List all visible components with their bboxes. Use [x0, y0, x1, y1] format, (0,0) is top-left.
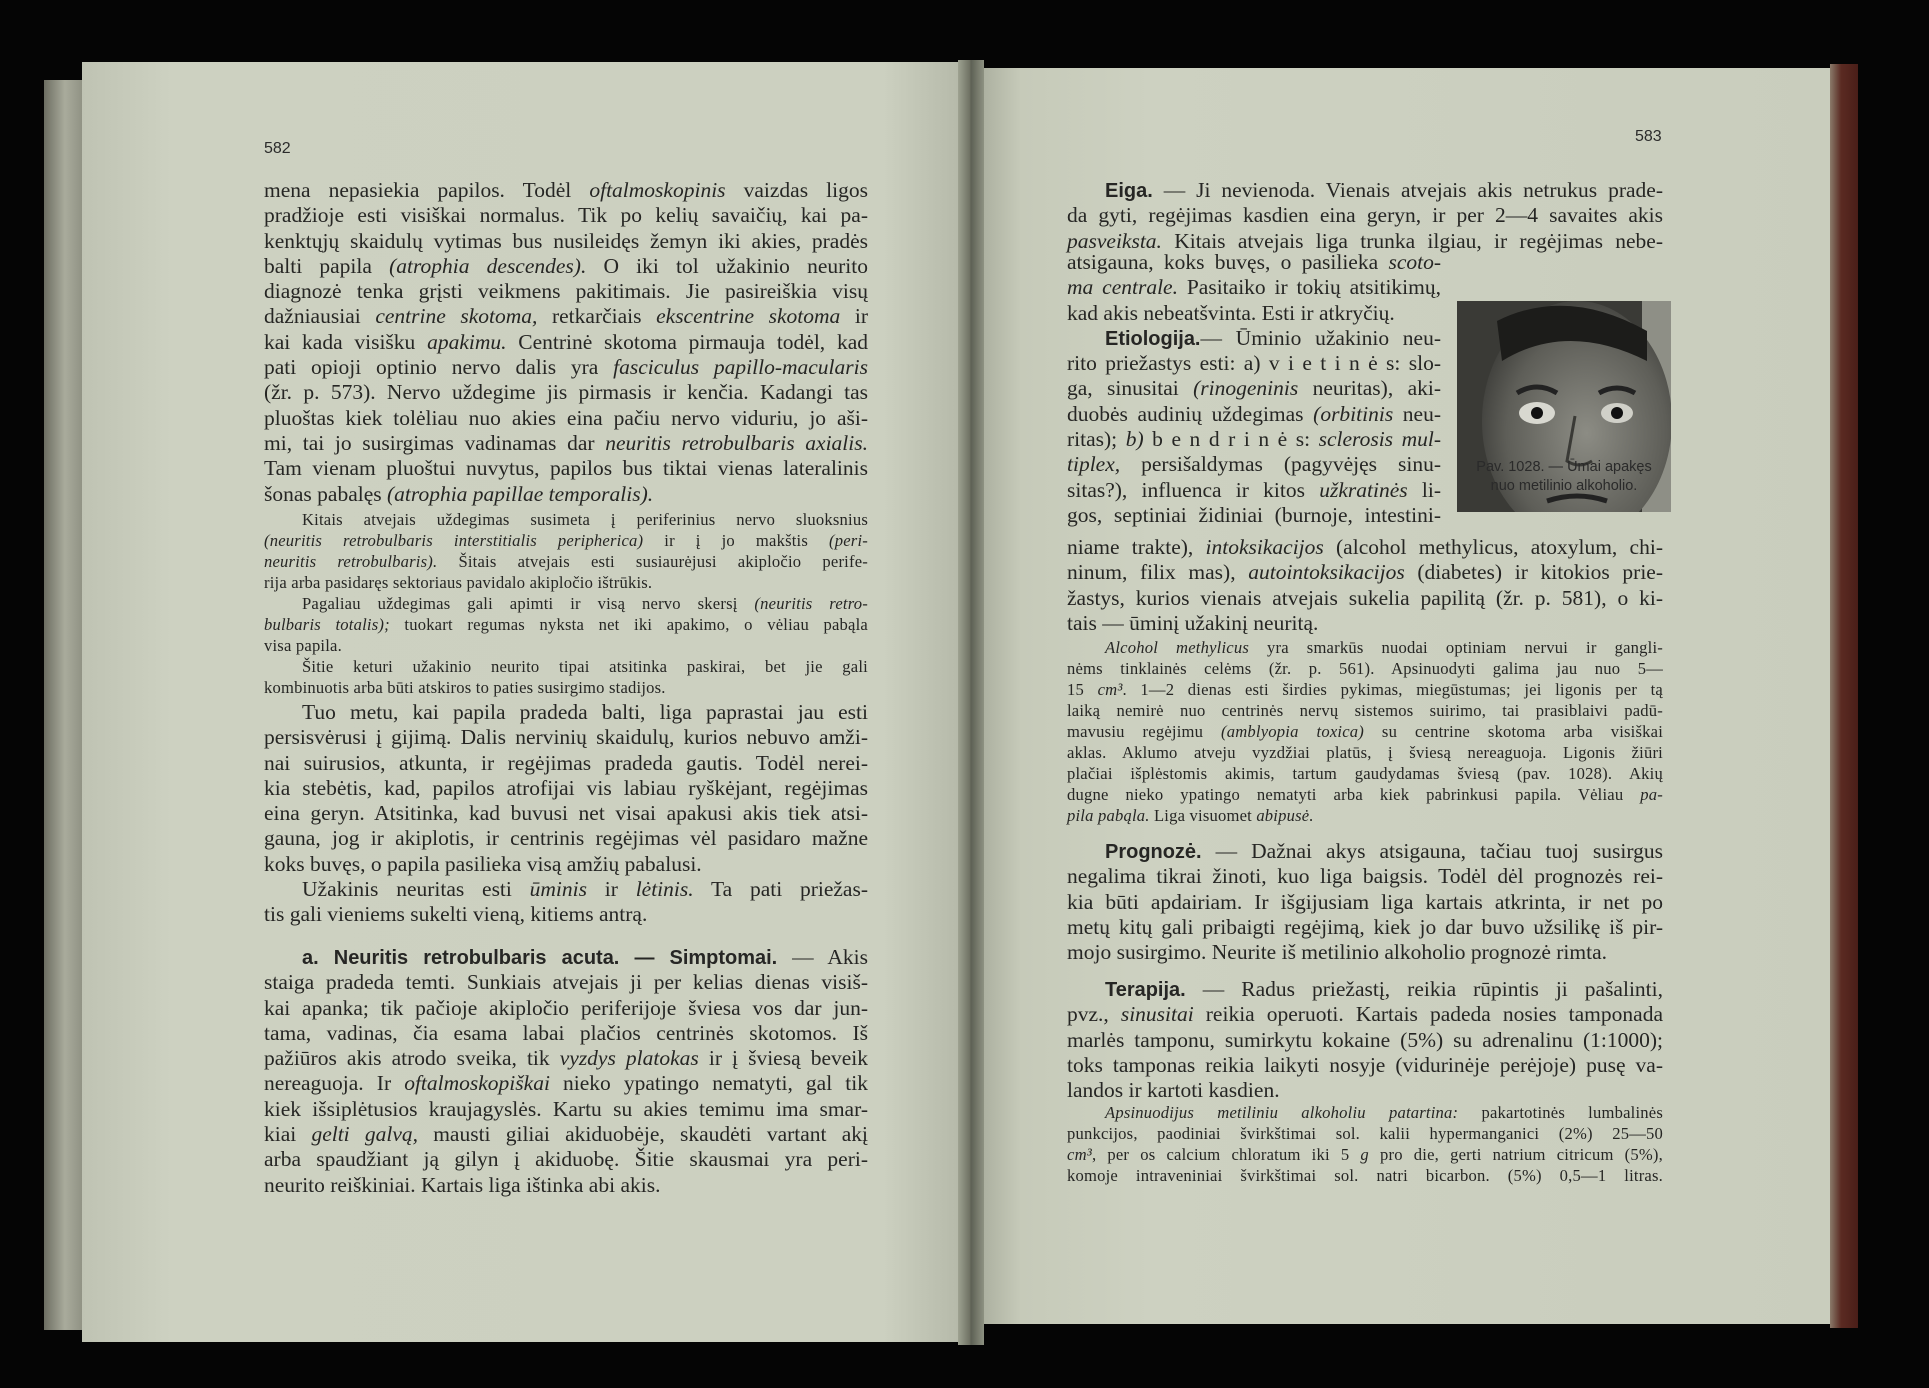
section-heading: Terapija.	[1105, 979, 1186, 1001]
text-run: negalima tikrai žinoti, kuo liga baigsis. Todėl dėl prognozės rei-	[1067, 864, 1663, 889]
text-run: gos, septiniai židiniai (burnoje, intestini-	[1067, 502, 1441, 527]
italic-term: bulbaris totalis);	[264, 615, 390, 634]
text-run: duobės audinių uždegimas	[1067, 401, 1314, 426]
text-run: koks buvęs, o papila pasilieka visą amžių pabalusi.	[264, 851, 702, 876]
text-run: punkcijos, paodiniai švirkštimai sol. kalii hypermanganici (2%) 25—50	[1067, 1124, 1663, 1143]
paragraph	[1067, 535, 1663, 636]
text-line	[264, 178, 868, 203]
text-line	[264, 509, 868, 530]
text-line	[264, 1021, 868, 1046]
italic-term: cm³	[1067, 1145, 1092, 1164]
text-line	[1067, 586, 1663, 611]
text-line	[1067, 940, 1663, 965]
text-line	[1067, 326, 1441, 351]
section-heading: a. Neuritis retrobulbaris acuta. — Simptomai.	[302, 947, 778, 969]
text-line	[1067, 376, 1441, 401]
text-run: ga, sinusitai	[1067, 376, 1194, 401]
text-line	[1067, 1165, 1663, 1186]
text-line	[264, 1071, 868, 1096]
text-run: pati opioji optinio nervo dalis yra	[264, 355, 614, 380]
text-run: persisvėrusi į gijimą. Dalis nervinių skaidulų, kurios nebuvo amži-	[264, 725, 868, 750]
text-line	[1067, 250, 1441, 275]
figure-caption-line: Pav. 1028. — Ūmai apakęs	[1476, 459, 1652, 475]
italic-term: ekscentrine skotoma	[656, 304, 841, 329]
text-line	[264, 530, 868, 551]
text-run: Tam vienam pluoštui nuvytus, papilos bus tiktai vienas lateralinis	[264, 456, 868, 481]
text-run: tais — ūminį užakinį neuritą.	[1067, 610, 1319, 635]
text-line	[264, 593, 868, 614]
italic-term: pa-	[1640, 785, 1663, 804]
section-etiologija	[1067, 250, 1441, 528]
text-run: kiai	[264, 1122, 312, 1147]
text-run: , per os calcium chloratum iki 5	[1091, 1145, 1361, 1164]
text-line	[1067, 1102, 1663, 1123]
text-run: laiką nemirė nuo centrinės nervų sistemos suirimo, tai prasiblaivi padū-	[1067, 701, 1663, 720]
text-run: pro die, gerti natrium citricum (5%),	[1368, 1145, 1663, 1164]
text-line	[1067, 1144, 1663, 1165]
text-run: aklas. Aklumo atveju vyzdžiai platūs, į šviesą nereaguoja. Ligonis žiūri	[1067, 743, 1663, 762]
text-line	[264, 279, 868, 304]
text-line	[264, 945, 868, 970]
text-run: — Radus priežastį, reikia rūpintis ji pašalinti,	[1185, 977, 1663, 1001]
footnote-paragraph	[1067, 637, 1663, 826]
page-number-left: 582	[264, 140, 291, 157]
text-run: (diabetes) ir kitokios prie-	[1404, 560, 1663, 585]
text-run: ir	[587, 877, 636, 902]
text-run: dugne nieko ypatingo nematyti arba kiek pabrinkusi papila. Vėliau	[1067, 785, 1641, 804]
text-run: niame trakte),	[1067, 535, 1206, 559]
text-line	[264, 1122, 868, 1147]
text-line	[1067, 427, 1441, 452]
italic-term: Alcohol methylicus	[1105, 638, 1249, 657]
text-run: mavusiu regėjimu	[1067, 722, 1222, 741]
text-run: tuokart regumas nyksta net iki apakimo, o vėliau pabąla	[389, 615, 868, 634]
text-run: rito priežastys esti: a) v i e t i n ė s: slo-	[1067, 351, 1441, 376]
text-run: neu-	[1393, 401, 1442, 426]
text-line	[264, 304, 868, 329]
text-run: kai apanka; tik pačioje akipločio periferijoje šviesa vos dar jun-	[264, 995, 868, 1020]
text-line	[264, 877, 868, 902]
text-run: sitas?), influenca ir kitos	[1067, 477, 1320, 502]
section-neuritis-acuta	[264, 945, 868, 1198]
text-line	[1067, 864, 1663, 889]
italic-term: centrine skotoma,	[375, 304, 538, 329]
text-line	[264, 254, 868, 279]
italic-term: pasveiksta.	[1067, 228, 1162, 253]
italic-term: autointoksikacijos	[1248, 560, 1405, 585]
text-line	[264, 635, 868, 656]
text-run: Pagaliau uždegimas gali apimti ir visą nervo skersį	[302, 594, 755, 613]
text-run: pradžioje esti visiškai normalus. Tik po kelių savaičių, kai pa-	[264, 203, 868, 228]
text-run: mojo susirgimo. Neurite iš metilinio alkoholio prognozė rimta.	[1067, 940, 1608, 965]
text-run: retkarčiais	[537, 304, 657, 329]
text-run: nieko ypatingo nematyti, gal tik	[549, 1071, 868, 1096]
italic-term: (neuritis retrobulbaris interstitialis peripherica)	[264, 531, 644, 550]
text-run: rija arba pasidaręs sektoriaus pavidalo akipločio ištrūkis.	[264, 573, 653, 592]
text-line	[1067, 1002, 1663, 1027]
italic-term: oftalmoskopinis	[589, 178, 726, 202]
text-run: — Ūminio užakinio neu-	[1200, 325, 1441, 350]
book-cover-edge	[1830, 64, 1858, 1328]
text-run: kia stebėtis, kad, papilos atrofijai vis labiau ryškėjant, regėjimas	[264, 775, 868, 800]
italic-term: (atrophia papillae temporalis).	[387, 481, 654, 506]
italic-term: pila pabąla.	[1067, 806, 1150, 825]
section-heading: Etiologija.	[1105, 327, 1201, 350]
text-line	[264, 656, 868, 677]
text-line	[264, 1147, 868, 1172]
text-line	[1067, 560, 1663, 585]
text-line	[264, 1097, 868, 1122]
book-gutter	[958, 60, 984, 1345]
text-run: kad akis nebeatšvinta. Esti ir atkryčių.	[1067, 300, 1395, 325]
italic-term: ūminis	[529, 877, 587, 902]
text-line	[1067, 658, 1663, 679]
text-run: nereaguoja. Ir	[264, 1071, 405, 1096]
text-line	[1067, 351, 1441, 376]
text-line	[264, 203, 868, 228]
text-line	[264, 725, 868, 750]
text-line	[1067, 915, 1663, 940]
text-line	[1067, 700, 1663, 721]
italic-term: tiplex,	[1067, 452, 1121, 477]
page-number-right: 583	[1635, 128, 1662, 145]
italic-term: b)	[1125, 427, 1144, 452]
italic-term: (atrophia descendes).	[389, 253, 587, 278]
text-run: su centrine skotoma arba visiškai	[1364, 722, 1664, 741]
text-run: atsigauna, koks buvęs, o pasilieka	[1067, 250, 1389, 274]
italic-term: (rinogeninis	[1193, 376, 1299, 401]
text-line	[1067, 805, 1663, 826]
paragraph	[264, 178, 868, 507]
text-line	[1067, 402, 1441, 427]
text-run: pažiūros akis atrodo sveika, tik	[264, 1046, 560, 1071]
figure-caption-line: nuo metilinio alkoholio.	[1490, 478, 1638, 494]
section-terapija	[1067, 977, 1663, 1103]
text-run: nėms tinklainės celėms (žr. p. 561). Apsinuodyti galima jau nuo 5—	[1067, 659, 1663, 678]
text-line	[264, 826, 868, 851]
text-line	[1067, 721, 1663, 742]
text-line	[1067, 178, 1663, 203]
text-run: 15	[1067, 680, 1098, 699]
italic-term: fasciculus papillo-macularis	[613, 355, 868, 380]
text-line	[1067, 503, 1441, 528]
text-run: kenktųjų skaidulų vytimas bus nusileidęs žemyn iki akies, pradės	[264, 228, 868, 253]
text-run: li-	[1407, 477, 1442, 502]
text-line	[264, 970, 868, 995]
text-line	[264, 614, 868, 635]
text-line	[264, 330, 868, 355]
text-line	[264, 380, 868, 405]
text-line	[264, 996, 868, 1021]
text-run: ritas);	[1067, 427, 1126, 452]
text-line	[264, 677, 868, 698]
text-line	[264, 456, 868, 481]
text-line	[264, 551, 868, 572]
text-line	[264, 355, 868, 380]
footnote-paragraph	[1067, 1102, 1663, 1186]
text-line	[1067, 1078, 1663, 1103]
text-line	[1067, 977, 1663, 1002]
italic-term: oftalmoskopiškai	[404, 1071, 550, 1096]
text-run: da gyti, regėjimas kasdien eina geryn, ir per 2—4 savaites akis	[1067, 203, 1663, 228]
text-run: reikia operuoti. Kartais padeda nosies tamponada	[1193, 1002, 1663, 1027]
italic-term: neuritis retrobulbaris axialis.	[605, 430, 868, 455]
text-run: yra smarkūs nuodai optiniam nervui ir gangli-	[1248, 638, 1663, 657]
text-run: vaizdas ligos	[725, 178, 868, 202]
section-eiga	[1067, 178, 1663, 254]
text-line	[264, 801, 868, 826]
text-run: b e n d r i n ė s:	[1143, 427, 1319, 452]
text-run: — Dažnai akys atsigauna, tačiau tuoj susirgus	[1201, 839, 1663, 863]
text-run: Užakinis neuritas esti	[302, 877, 530, 902]
text-run: kiek išsiplėtusios kraujagyslės. Kartu su akies temimu ima smar-	[264, 1096, 868, 1121]
text-line	[264, 751, 868, 776]
text-run: dažniausiai	[264, 304, 376, 329]
text-run: Kitais atvejais uždegimas susimeta į periferinius nervo sluoksnius	[302, 510, 868, 529]
text-run: kia būti apdairiam. Ir išgijusiam liga kartais atkrinta, ir net po	[1067, 889, 1663, 914]
text-line	[1067, 1053, 1663, 1078]
text-run: kai kada visišku	[264, 329, 428, 354]
text-line	[1067, 478, 1441, 503]
italic-term: apakimu.	[427, 329, 507, 354]
text-run: pluoštas kiek tolėliau nuo akies eina pačiu nervo viduriu, jo aši-	[264, 405, 868, 430]
text-run: Ta pati priežas-	[693, 877, 868, 902]
italic-term: abipusė.	[1256, 806, 1314, 825]
italic-term: (peri-	[829, 531, 868, 550]
text-run: diagnozė tenka grįsti veikmens pakitimais. Jie pasireiškia visų	[264, 279, 868, 304]
text-line	[264, 229, 868, 254]
text-run: pakartotinės lumbalinės	[1458, 1103, 1663, 1122]
text-run: Tuo metu, kai papila pradeda balti, liga paprastai jau esti	[302, 700, 868, 724]
text-line	[1067, 839, 1663, 864]
text-run: eina geryn. Atsitinka, kad buvusi net visai apakusi akis tiek atsi-	[264, 801, 868, 826]
text-run: Šitie keturi užakinio neurito tipai atsitinka paskirai, bet jie gali	[302, 657, 868, 676]
italic-term: ma centrale.	[1067, 275, 1178, 300]
text-run: landos ir kartoti kasdien.	[1067, 1078, 1280, 1103]
text-run: Šitais atvejais esti susiaurėjusi akipločio perife-	[437, 552, 869, 571]
italic-term: gelti galvą,	[311, 1122, 418, 1147]
text-line	[264, 1046, 868, 1071]
text-run: neurito reiškiniai. Kartais liga ištinka abi akis.	[264, 1172, 661, 1197]
text-run: (alcohol methylicus, atoxylum, chi-	[1323, 535, 1663, 559]
text-line	[1067, 763, 1663, 784]
text-run: ir į šviesą beveik	[698, 1046, 869, 1071]
text-run: toks tamponas reikia laikyti nosyje (vidurinėje perėjoje) pusę va-	[1067, 1052, 1663, 1077]
text-line	[264, 1173, 868, 1198]
text-line	[1067, 679, 1663, 700]
text-run: arba spaudžiant ją gilyn į akiduobę. Šitie skausmai yra peri-	[264, 1147, 868, 1172]
text-run: tis gali vieniems sukelti vieną, kitiems antrą.	[264, 902, 648, 927]
text-run: šonas pabalęs	[264, 481, 387, 506]
text-line	[1067, 535, 1663, 560]
text-line	[1067, 203, 1663, 228]
text-line	[264, 406, 868, 431]
italic-term: neuritis retrobulbaris).	[264, 552, 438, 571]
italic-term: intoksikacijos	[1205, 535, 1324, 559]
paragraph	[264, 700, 868, 928]
text-run: O iki tol užakinio neurito	[586, 253, 868, 278]
text-run: balti papila	[264, 253, 390, 278]
text-line	[264, 482, 868, 507]
text-line	[1067, 452, 1441, 477]
text-run: plačiai išplėstomis akimis, tartum gaudydamas šviesą (pav. 1028). Akių	[1067, 764, 1663, 783]
italic-term: (neuritis retro-	[754, 594, 868, 613]
text-run: persišaldymas (pagyvėjęs sinu-	[1120, 452, 1441, 477]
italic-term: (orbitinis	[1313, 401, 1394, 426]
text-run: pvz.,	[1067, 1002, 1121, 1027]
text-line	[1067, 301, 1441, 326]
text-run: gauna, jog ir akiplotis, ir centrinis regėjimas vėl pasidaro mažne	[264, 826, 868, 851]
italic-term: lėtinis.	[635, 877, 694, 902]
text-run: marlės tamponu, sumirkytu kokaine (5%) su adrenalinu (1:1000);	[1067, 1027, 1663, 1052]
text-line	[1067, 637, 1663, 658]
section-heading: Eiga.	[1105, 180, 1153, 202]
text-run: — Akis	[777, 945, 869, 969]
text-run: ir	[840, 304, 868, 329]
figure-caption	[1448, 458, 1680, 496]
text-run: ninum, filix mas),	[1067, 560, 1249, 585]
text-line	[264, 902, 868, 927]
text-run: (žr. p. 573). Nervo uždegime jis pirmasis ir kenčia. Kadangi tas	[264, 380, 868, 405]
text-run: žastys, kurios vienais atvejais sukelia papilitą (žr. p. 581), o ki-	[1067, 585, 1663, 610]
text-run: mausti giliai akiduobėje, skaudėti vartant akį	[418, 1122, 868, 1147]
text-line	[264, 431, 868, 456]
text-line	[264, 852, 868, 877]
text-run: ir į jo makštis	[643, 531, 829, 550]
text-run: komoje intraveniniai švirkštimai sol. natri bicarbon. (5%) 0,5—1 litras.	[1067, 1166, 1663, 1185]
italic-term: sclerosis mul-	[1318, 427, 1441, 452]
italic-term: Apsinuodijus metiliniu alkoholiu patartina:	[1105, 1103, 1459, 1122]
text-run: staiga pradeda temti. Sunkiais atvejais ji per kelias dienas visiš-	[264, 970, 868, 995]
text-line	[264, 572, 868, 593]
italic-term: užkratinės	[1319, 477, 1408, 502]
text-run: metų kitų gali pribaigti regėjimą, kiek jo dar buvo užsilikę iš pir-	[1067, 914, 1663, 939]
text-line	[1067, 742, 1663, 763]
text-line	[1067, 1123, 1663, 1144]
italic-term: vyzdys platokas	[559, 1046, 699, 1071]
text-line	[264, 700, 868, 725]
text-run: neuritas), aki-	[1298, 376, 1441, 401]
footnote-paragraph	[264, 509, 868, 698]
text-run: Liga visuomet	[1149, 806, 1257, 825]
italic-term: cm³	[1097, 680, 1123, 699]
text-run: Pasitaiko ir tokių atsitikimų,	[1177, 275, 1441, 300]
text-run: — Ji nevienoda. Vienais atvejais akis netrukus prade-	[1152, 178, 1663, 202]
italic-term: (amblyopia toxica)	[1221, 722, 1364, 741]
italic-term: g	[1360, 1145, 1369, 1164]
text-run: visa papila.	[264, 636, 342, 655]
text-run: Centrinė skotoma pirmauja todėl, kad	[506, 329, 868, 354]
text-line	[1067, 275, 1441, 300]
italic-term: scoto-	[1388, 250, 1441, 274]
text-run: nai suirusios, atkunta, ir regėjimas pradeda gautis. Todėl nerei-	[264, 750, 868, 775]
text-run: mena nepasiekia papilos. Todėl	[264, 178, 590, 202]
section-heading: Prognozė.	[1105, 841, 1202, 863]
text-line	[264, 776, 868, 801]
text-run: tama, vadinas, čia esama labai plačios centrinės skotomos. Iš	[264, 1020, 868, 1045]
text-run: . 1—2 dienas esti širdies pykimas, miegūstumas; jei ligonis per tą	[1122, 680, 1663, 699]
text-line	[1067, 1028, 1663, 1053]
italic-term: sinusitai	[1120, 1002, 1194, 1027]
text-line	[1067, 890, 1663, 915]
text-run: kombinuotis arba būti atskiros to paties susirgimo stadijos.	[264, 678, 666, 697]
text-line	[1067, 611, 1663, 636]
text-run: Kitais atvejais liga trunka ilgiau, ir regėjimas nebe-	[1161, 228, 1663, 253]
text-run: mi, tai jo susirgimas vadinamas dar	[264, 430, 606, 455]
section-prognoze	[1067, 839, 1663, 965]
text-line	[1067, 784, 1663, 805]
